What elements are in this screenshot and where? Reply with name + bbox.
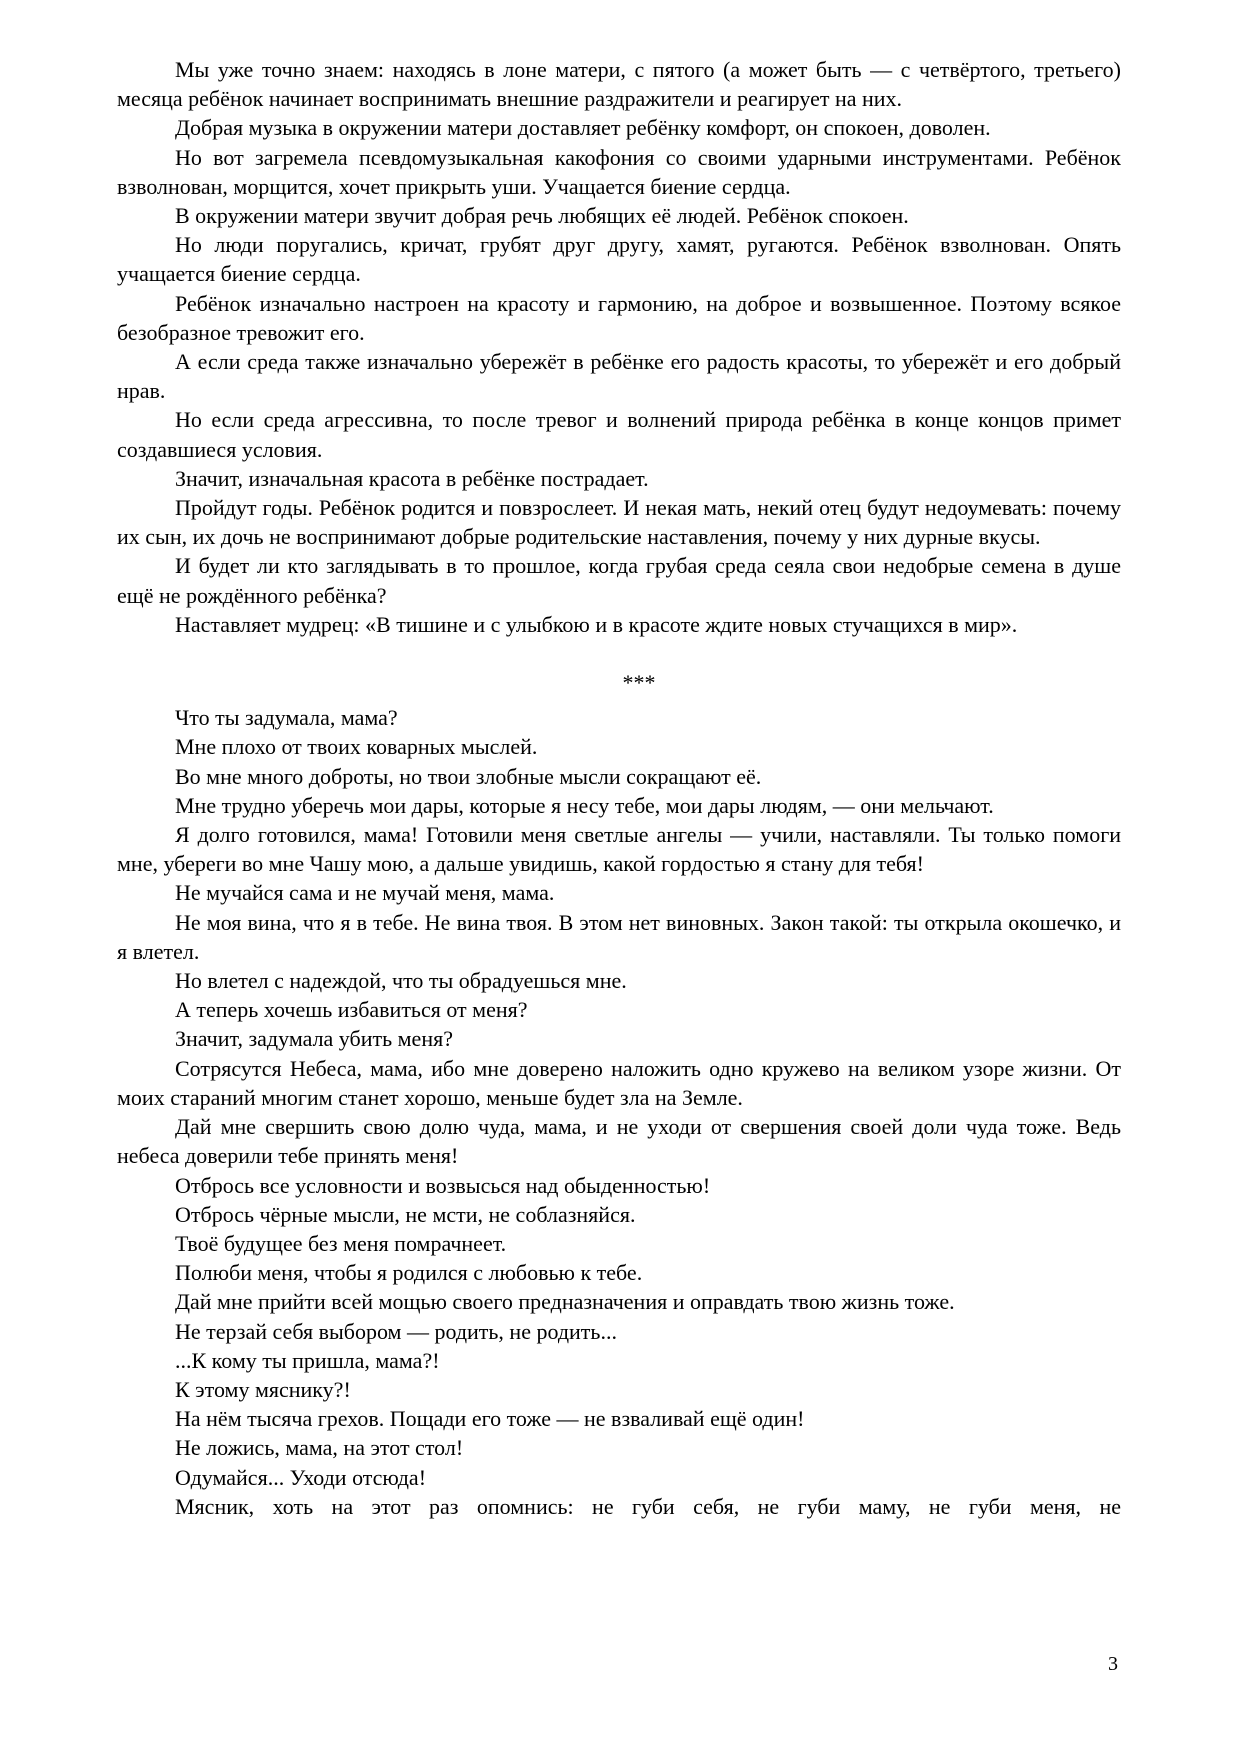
paragraph: ...К кому ты пришла, мама?! — [175, 1347, 440, 1373]
paragraph: А теперь хочешь избавиться от меня? — [175, 997, 528, 1023]
paragraph: Добрая музыка в окружении матери доставляет ребёнку комфорт, он спокоен, доволен. — [175, 115, 991, 141]
paragraph: Сотрясутся Небеса, мама, ибо мне доверено наложить одно кружево на великом узоре жизни. От моих стараний многим станет хорошо, меньше будет зла на Земле. — [117, 1055, 1121, 1110]
paragraph: На нём тысяча грехов. Пощади его тоже — не взваливай ещё один! — [175, 1406, 805, 1432]
paragraph: Не терзай себя выбором — родить, не родить... — [175, 1318, 617, 1344]
paragraph: Не моя вина, что я в тебе. Не вина твоя. В этом нет виновных. Закон такой: ты открыла окошечко, и я влетел. — [117, 909, 1121, 964]
paragraph: Но если среда агрессивна, то после тревог и волнений природа ребёнка в конце концов примет создавшиеся условия. — [117, 407, 1121, 462]
paragraph: Мне трудно уберечь мои дары, которые я несу тебе, мои дары людям, — они мельчают. — [175, 792, 994, 818]
paragraph: Но люди поругались, кричат, грубят друг другу, хамят, ругаются. Ребёнок взволнован. Опять учащается биение сердца. — [117, 232, 1121, 287]
paragraph: Значит, задумала убить меня? — [175, 1026, 453, 1052]
paragraph: Не ложись, мама, на этот стол! — [175, 1435, 464, 1461]
paragraph: Пройдут годы. Ребёнок родится и повзрослеет. И некая мать, некий отец будут недоумевать: почему их сын, их дочь не воспринимают добрые родительские наставления, почему у них дурные вкусы. — [117, 495, 1121, 550]
paragraph: Что ты задумала, мама? — [175, 705, 398, 731]
paragraph: Отбрось чёрные мысли, не мсти, не соблазняйся. — [175, 1201, 636, 1227]
paragraph: Отбрось все условности и возвысься над обыденностью! — [175, 1172, 711, 1198]
paragraph: Мне плохо от твоих коварных мыслей. — [175, 734, 538, 760]
paragraph: В окружении матери звучит добрая речь любящих её людей. Ребёнок спокоен. — [175, 203, 909, 229]
paragraph: Я долго готовился, мама! Готовили меня светлые ангелы — учили, наставляли. Ты только помоги мне, убереги во мне Чашу мою, а дальше увидишь, какой гордостью я стану для тебя! — [117, 822, 1121, 877]
paragraph: Мясник, хоть на этот раз опомнись: не губи себя, не губи маму, не губи меня, не — [175, 1493, 1121, 1519]
section-1 — [117, 55, 1121, 639]
paragraph: Во мне много доброты, но твои злобные мысли сокращают её. — [175, 763, 762, 789]
paragraph: А если среда также изначально убережёт в ребёнке его радость красоты, то убережёт и его добрый нрав. — [117, 349, 1121, 404]
paragraph: Одумайся... Уходи отсюда! — [175, 1464, 427, 1490]
paragraph: Мы уже точно знаем: находясь в лоне матери, с пятого (а может быть — с четвёртого, третьего) месяца ребёнок начинает воспринимать внешние раздражители и реагирует на них. — [117, 57, 1121, 112]
paragraph: Ребёнок изначально настроен на красоту и гармонию, на доброе и возвышенное. Поэтому всякое безобразное тревожит его. — [117, 290, 1121, 345]
paragraph: Но вот загремела псевдомузыкальная какофония со своими ударными инструментами. Ребёнок взволнован, морщится, хочет прикрыть уши. Учащается биение сердца. — [117, 144, 1121, 199]
paragraph: Дай мне свершить свою долю чуда, мама, и не уходи от свершения своей доли чуда тоже. Ведь небеса доверили тебе принять меня! — [117, 1114, 1121, 1169]
paragraph: Но влетел с надеждой, что ты обрадуешься мне. — [175, 968, 627, 994]
paragraph: Твоё будущее без меня помрачнеет. — [175, 1230, 507, 1256]
paragraph: Дай мне прийти всей мощью своего предназначения и оправдать твою жизнь тоже. — [175, 1289, 955, 1315]
section-2 — [117, 703, 1121, 1521]
paragraph: Не мучайся сама и не мучай меня, мама. — [175, 880, 555, 906]
page-number: 3 — [1108, 1653, 1118, 1675]
paragraph: И будет ли кто заглядывать в то прошлое, когда грубая среда сеяла свои недобрые семена в душе ещё не рождённого ребёнка? — [117, 553, 1121, 608]
paragraph: Значит, изначальная красота в ребёнке пострадает. — [175, 465, 649, 491]
paragraph: К этому мяснику?! — [175, 1376, 351, 1402]
paragraph: Полюби меня, чтобы я родился с любовью к тебе. — [175, 1260, 643, 1286]
document-page — [117, 55, 1121, 1521]
paragraph: Наставляет мудрец: «В тишине и с улыбкою и в красоте ждите новых стучащихся в мир». — [175, 611, 1018, 637]
section-separator: *** — [622, 670, 656, 696]
